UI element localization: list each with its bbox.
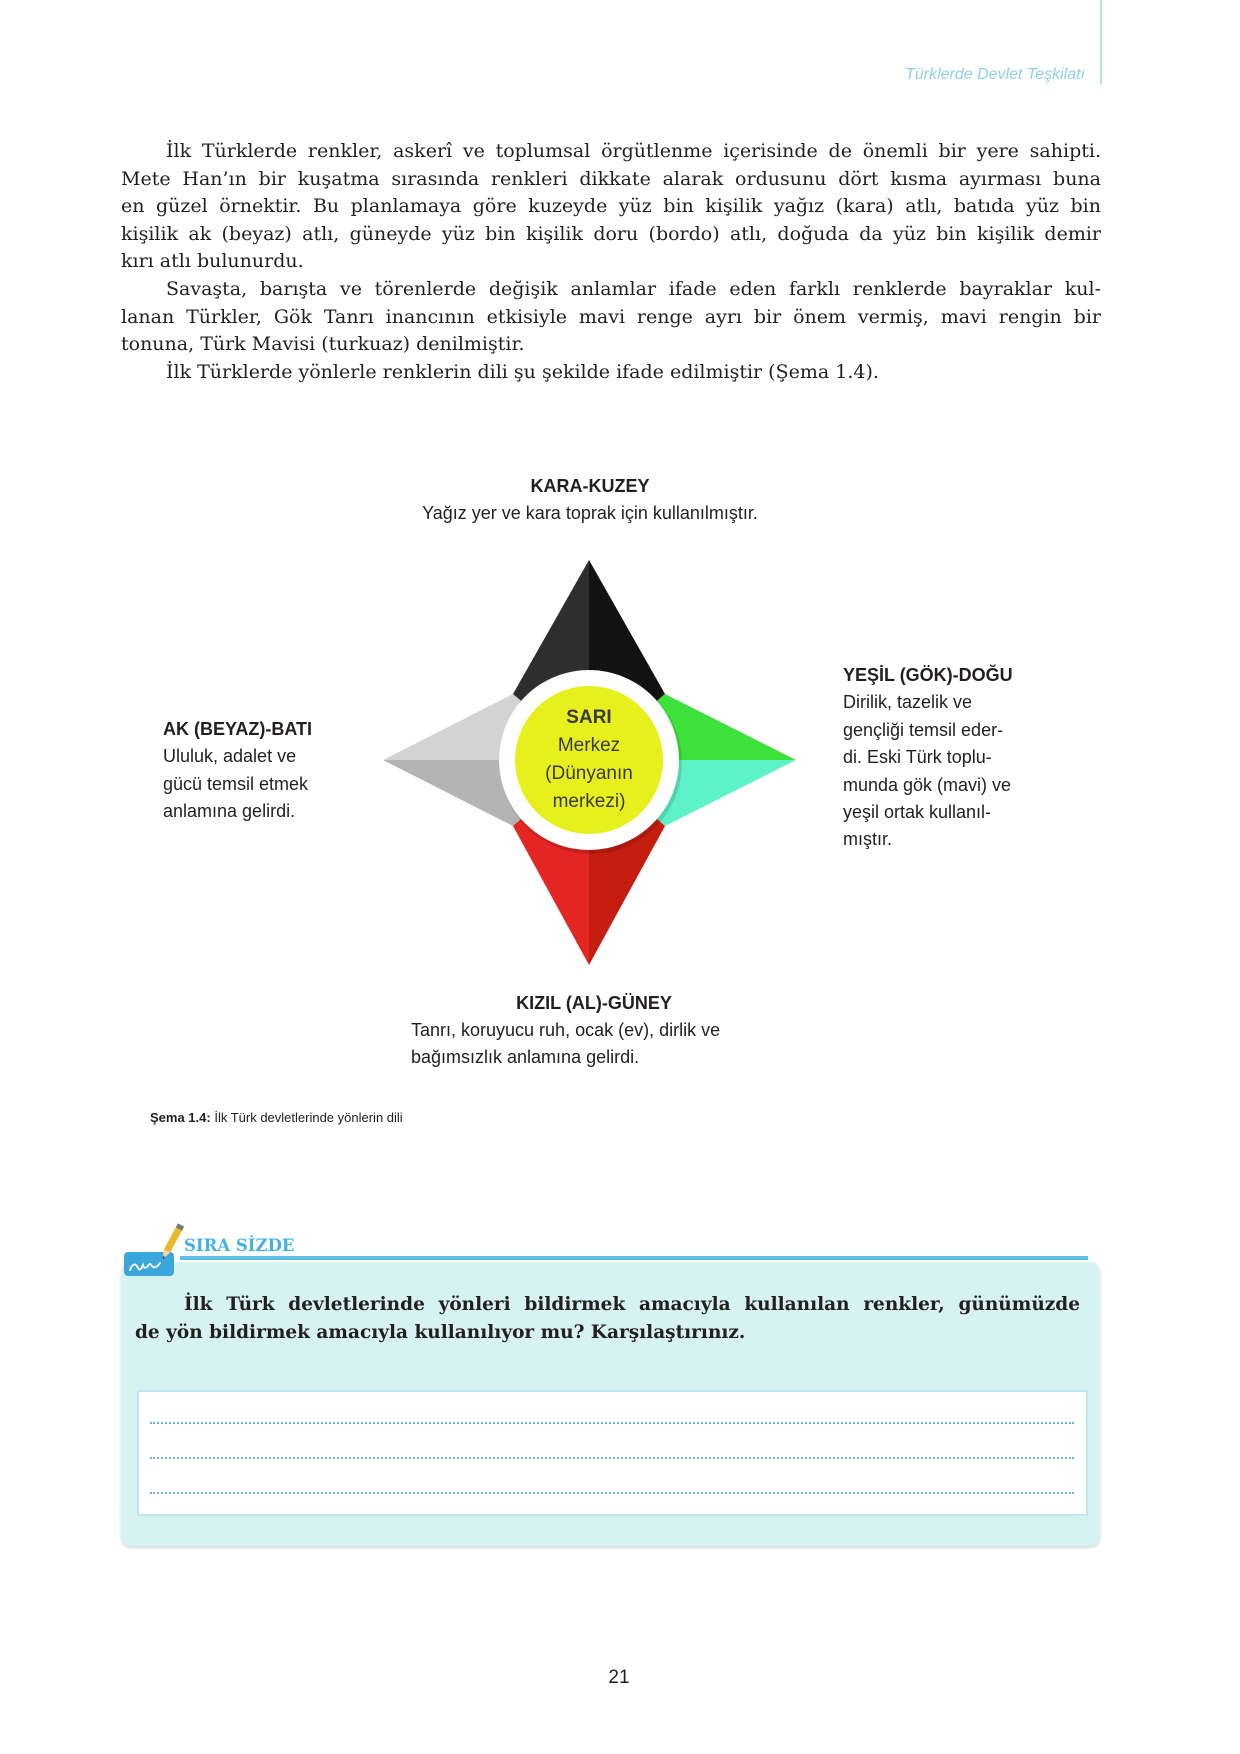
center-label [489,704,689,816]
text-line: kişilik ak (beyaz) atlı, güneyde yüz bin kişilik doru (bordo) atlı, doğuda da yüz bin kişilik demir [121,222,1101,245]
west-description-line: Ululuk, adalet ve [163,746,297,767]
north-description: Yağız yer ve kara toprak için kullanılmıştır. [422,503,758,524]
text-line: kırı atlı bulunurdu. [121,250,304,273]
west-description-line: anlamına gelirdi. [163,801,296,822]
page-number: 21 [608,1667,630,1688]
center-title: SARI [566,707,612,728]
answer-line[interactable] [150,1492,1074,1494]
answer-line[interactable] [150,1457,1074,1459]
text-line: Savaşta, barışta ve törenlerde değişik anlamlar ifade eden farklı renklerde bayraklar kul- [166,277,1101,300]
south-title: KIZIL (AL)-GÜNEY [516,993,672,1013]
figure-caption [150,1110,403,1125]
header-rule [1100,0,1102,84]
body-text [121,138,1101,386]
text-line: Mete Han’ın bir kuşatma sırasında renkleri dikkate alarak ordusunu dört kısma ayırması buna [121,167,1101,190]
text-line: tonuna, Türk Mavisi (turkuaz) denilmiştir. [121,333,525,356]
answer-area[interactable] [137,1390,1088,1516]
east-description-line: munda gök (mavi) ve [843,774,1012,795]
answer-line[interactable] [150,1422,1074,1424]
east-description-line: Dirilik, tazelik ve [843,692,973,713]
text-line: en güzel örnektir. Bu planlamaya göre kuzeyde yüz bin kişilik yağız (kara) atlı, batıda yüz bin [121,195,1101,218]
caption-label: Şema 1.4: [150,1110,211,1125]
east-description-line: di. Eski Türk toplu- [843,747,992,768]
north-title: KARA-KUZEY [530,476,650,496]
paragraph [121,138,1101,276]
pencil-icon [118,1220,188,1282]
text-line: lanan Türkler, Gök Tanrı inancının etkisiyle mavi renge ayrı bir önem vermiş, mavi rengin bir [121,305,1101,328]
east-description-line: gençliği temsil eder- [843,719,1004,740]
exercise-heading-rule [180,1256,1088,1260]
running-title: Türklerde Devlet Teşkilatı [905,66,1085,83]
west-label [163,716,312,826]
east-description-line: yeşil ortak kullanıl- [843,802,992,823]
text-line: İlk Türklerde renkler, askerî ve toplumsal örgütlenme içerisinde de önemli bir yere sahipti. [166,140,1101,162]
exercise-heading: SIRA SİZDE [184,1236,295,1255]
text-line: İlk Türklerde yönlerle renklerin dili şu şekilde ifade edilmiştir (Şema 1.4). [166,360,879,383]
pencil-eraser-icon [179,1225,181,1229]
question-line: İlk Türk devletlerinde yönleri bildirmek amacıyla kullanılan renkler, günümüzde [184,1294,1080,1315]
caption-text: İlk Türk devletlerinde yönlerin dili [214,1110,403,1125]
question-line: de yön bildirmek amacıyla kullanılıyor mu? Karşılaştırınız. [135,1322,746,1343]
south-description-line: Tanrı, koruyucu ruh, ocak (ev), dirlik ve [411,1020,721,1040]
paragraph [121,359,1101,387]
east-label [843,662,1013,854]
east-title: YEŞİL (GÖK)-DOĞU [843,665,1013,685]
center-description-line: (Dünyanın [545,763,633,784]
paragraph [121,276,1101,359]
east-description-line: mıştır. [843,829,892,850]
south-description-line: bağımsızlık anlamına gelirdi. [411,1047,640,1068]
west-description-line: gücü temsil etmek [163,773,309,794]
exercise-question [135,1291,1080,1347]
west-title: AK (BEYAZ)-BATI [163,719,312,739]
north-label [390,473,790,528]
south-description [411,1017,720,1072]
center-description-line: Merkez [557,735,621,756]
center-description-line: merkezi) [552,791,626,812]
